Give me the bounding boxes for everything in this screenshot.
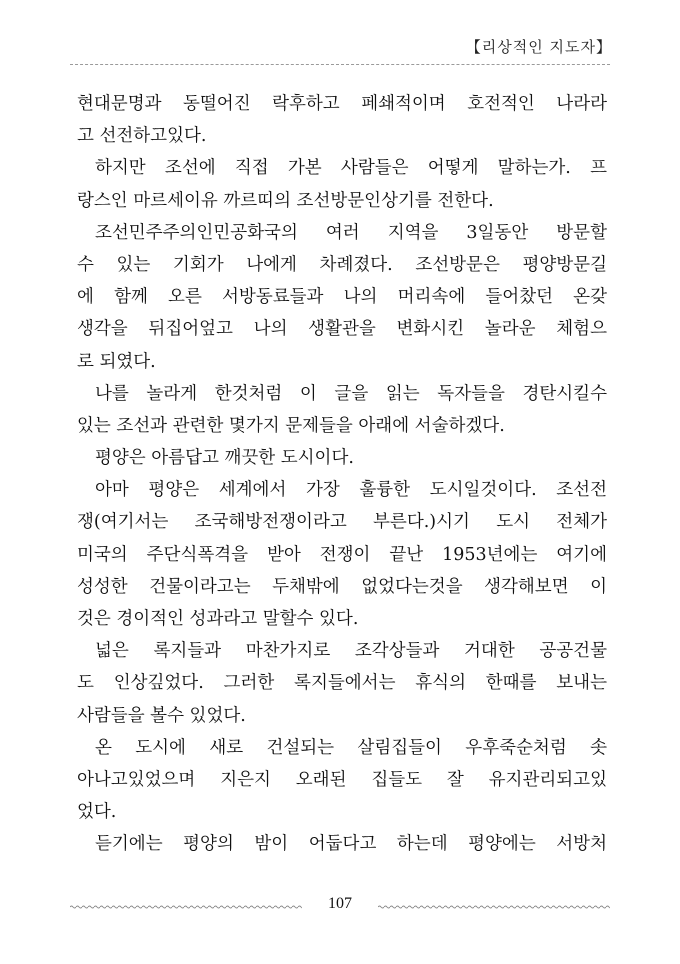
- text-line: 듣기에는 평양의 밤이 어둡다고 하는데 평양에는 서방처: [95, 834, 607, 855]
- text-line: 사람들을 볼수 있었다.: [77, 705, 246, 726]
- text-line: 랑스인 마르세이유 까르띠의 조선방문인상기를 전한다.: [77, 190, 494, 211]
- body-text: [77, 88, 607, 861]
- text-line: 것은 경이적인 성과라고 말할수 있다.: [77, 609, 359, 629]
- text-line: 로 되였다.: [77, 351, 156, 372]
- text-line: 나를 놀라게 한것처럼 이 글을 읽는 독자들을 경탄시킬수: [95, 383, 607, 404]
- text-line: 있는 조선과 관련한 몇가지 문제들을 아래에 서술하겠다.: [77, 415, 505, 436]
- text-line: 성성한 건물이라고는 두채밖에 없었다는것을 생각해보면 이: [77, 576, 607, 597]
- text-line: 온 도시에 새로 건설되는 살림집들이 우후죽순처럼 솟: [95, 737, 607, 758]
- text-line: 아마 평양은 세계에서 가장 훌륭한 도시일것이다. 조선전: [95, 480, 607, 501]
- text-line: 쟁(여기서는 조국해방전쟁이라고 부른다.)시기 도시 전체가: [77, 512, 607, 533]
- page-footer: [70, 892, 610, 922]
- page-number: 107: [328, 895, 352, 912]
- footer-ornament-right: [378, 905, 610, 909]
- text-line: 평양은 아름답고 깨끗한 도시이다.: [95, 448, 354, 469]
- text-line: 고 선전하고있다.: [77, 126, 207, 147]
- text-line: 수 있는 기회가 나에게 차례졌다. 조선방문은 평양방문길: [77, 254, 607, 275]
- text-line: 현대문명과 동떨어진 락후하고 페쇄적이며 호전적인 나라라: [77, 94, 607, 114]
- text-line: 아나고있었으며 지은지 오래된 집들도 잘 유지관리되고있: [77, 769, 607, 790]
- running-title: 【리상적인 지도자】: [465, 38, 612, 56]
- text-line: 었다.: [77, 802, 117, 823]
- header-divider: [70, 64, 610, 65]
- text-line: 조선민주주의인민공화국의 여러 지역을 3일동안 방문할: [95, 222, 607, 243]
- text-line: 에 함께 오른 서방동료들과 나의 머리속에 들어찼던 온갖: [77, 287, 607, 308]
- text-line: 생각을 뒤집어엎고 나의 생활관을 변화시킨 놀라운 체험으: [77, 319, 607, 340]
- text-line: 하지만 조선에 직접 가본 사람들은 어떻게 말하는가. 프: [95, 158, 607, 179]
- text-line: 미국의 주단식폭격을 받아 전쟁이 끝난 1953년에는 여기에: [77, 544, 607, 565]
- text-line: 도 인상깊었다. 그러한 록지들에서는 휴식의 한때를 보내는: [77, 673, 607, 694]
- text-line: 넓은 록지들과 마찬가지로 조각상들과 거대한 공공건물: [95, 641, 607, 662]
